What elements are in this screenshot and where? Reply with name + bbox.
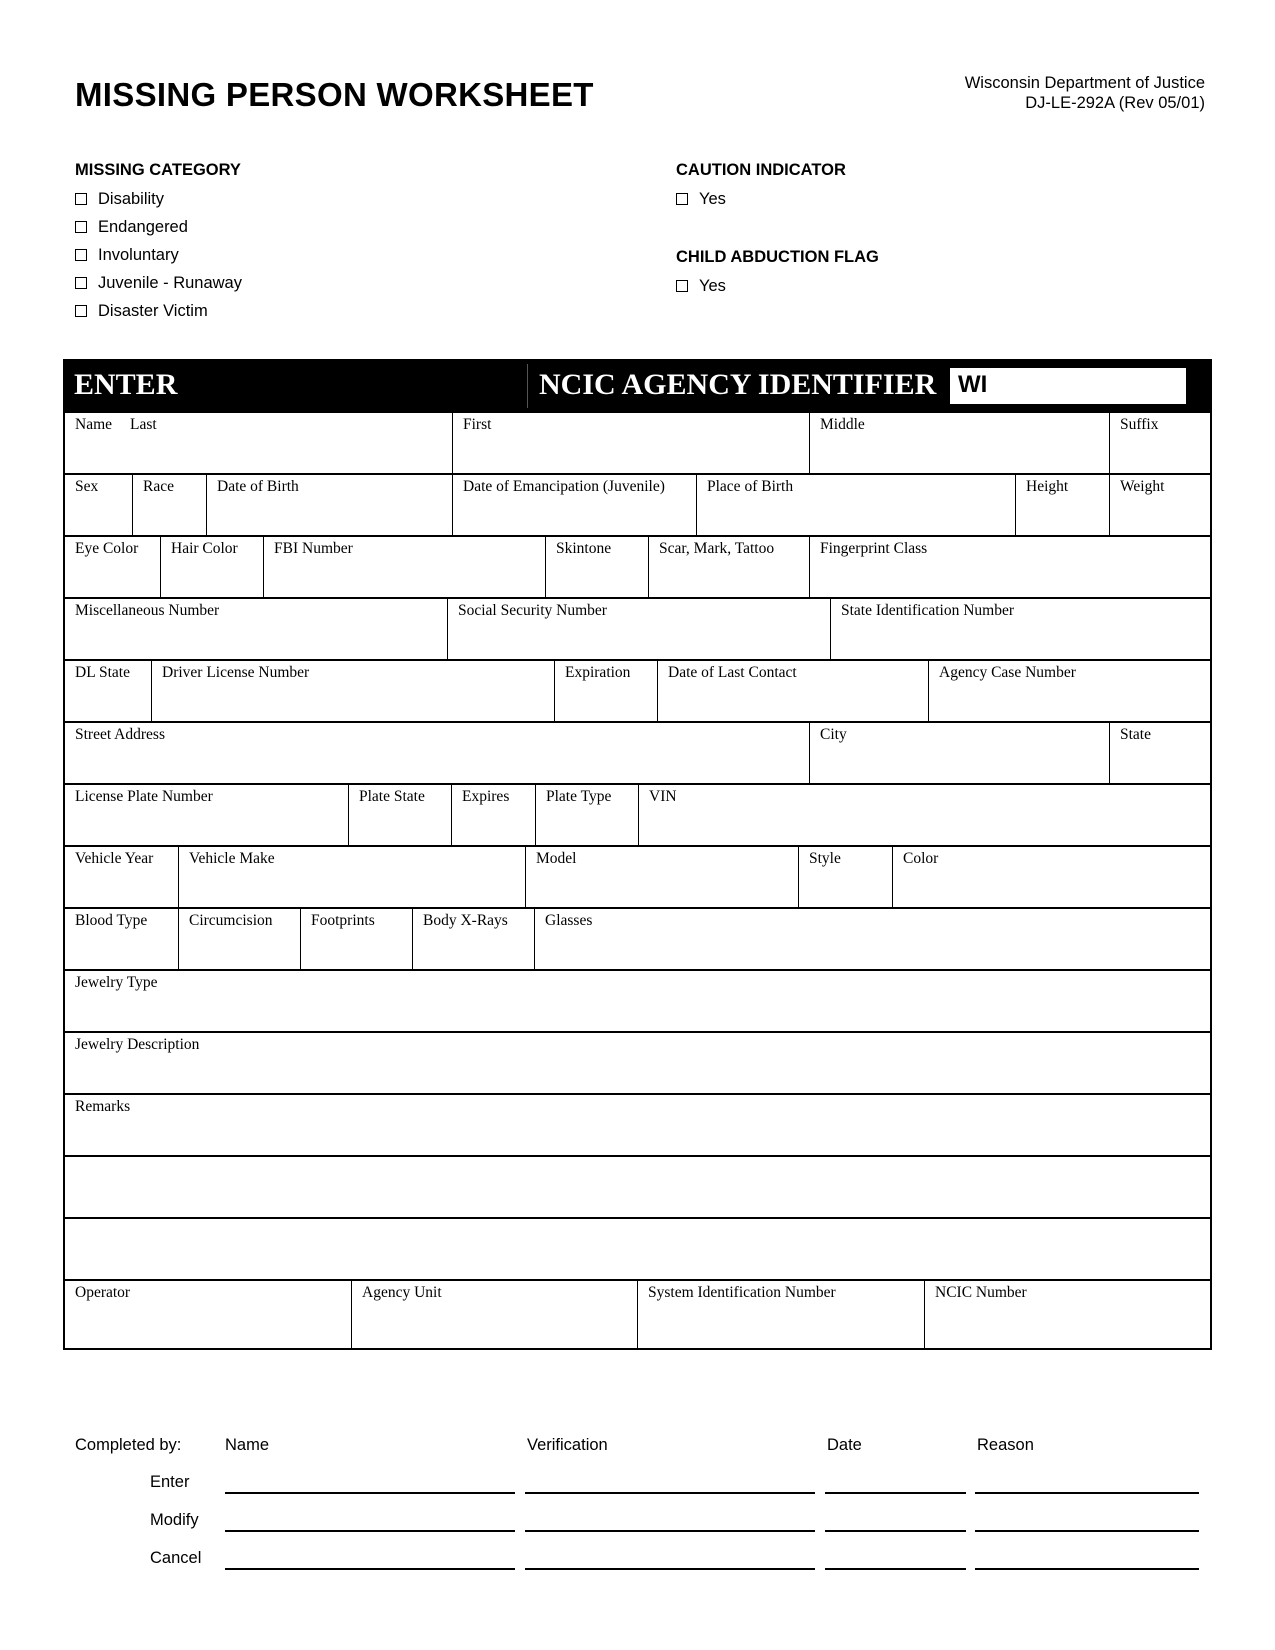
enter-date-line[interactable] <box>825 1492 966 1494</box>
vehicle-model-field[interactable] <box>525 847 798 907</box>
cancel-date-line[interactable] <box>825 1568 966 1570</box>
page-title: MISSING PERSON WORKSHEET <box>75 76 594 113</box>
row-vehicle <box>65 845 1210 907</box>
field-label: Weight <box>1120 478 1165 495</box>
cancel-verification-line[interactable] <box>525 1568 815 1570</box>
option-juvenile-runaway[interactable] <box>75 273 242 293</box>
field-label: Vehicle Year <box>75 850 154 867</box>
field-label: Date of Last Contact <box>668 664 797 681</box>
field-label: Style <box>809 850 841 867</box>
field-label: Model <box>536 850 577 867</box>
skintone-field[interactable] <box>545 537 648 597</box>
child-abduction-yes[interactable] <box>676 276 726 296</box>
row-address <box>65 721 1210 783</box>
row-plate <box>65 783 1210 845</box>
emancipation-field[interactable] <box>452 475 696 535</box>
field-label: State Identification Number <box>841 602 1015 619</box>
modify-name-line[interactable] <box>225 1530 515 1532</box>
remarks-line-3[interactable] <box>65 1219 1212 1279</box>
option-label: Disability <box>98 189 165 208</box>
field-label: Name <box>75 416 113 433</box>
option-label: Juvenile - Runaway <box>98 273 242 292</box>
first-name-field[interactable] <box>452 413 809 473</box>
agency-name: Wisconsin Department of Justice <box>964 74 1205 92</box>
entry-form <box>63 359 1212 1350</box>
body-xrays-field[interactable] <box>412 909 534 969</box>
checkbox[interactable] <box>75 249 87 261</box>
checkbox[interactable] <box>75 277 87 289</box>
row-jewelry-type <box>65 969 1210 1031</box>
race-field[interactable] <box>132 475 206 535</box>
jewelry-type-field[interactable] <box>65 971 1212 1031</box>
field-label: Glasses <box>545 912 593 929</box>
field-label: NCIC Number <box>935 1284 1027 1301</box>
field-label: Plate State <box>359 788 425 805</box>
option-label: Involuntary <box>98 245 179 264</box>
row-operator <box>65 1279 1210 1348</box>
remarks-field[interactable] <box>65 1095 1212 1155</box>
blood-type-field[interactable] <box>65 909 178 969</box>
modify-verification-line[interactable] <box>525 1530 815 1532</box>
field-label: Eye Color <box>75 540 139 557</box>
missing-category-options <box>75 189 242 321</box>
caution-yes[interactable] <box>676 189 726 209</box>
option-label: Yes <box>699 189 726 208</box>
middle-name-field[interactable] <box>809 413 1109 473</box>
field-label: Vehicle Make <box>189 850 275 867</box>
field-label: Operator <box>75 1284 131 1301</box>
ssn-field[interactable] <box>447 599 830 659</box>
field-label: Sex <box>75 478 99 495</box>
field-label: Expires <box>462 788 510 805</box>
row-physical <box>65 535 1210 597</box>
field-label: License Plate Number <box>75 788 213 805</box>
field-label: FBI Number <box>274 540 353 557</box>
license-plate-field[interactable] <box>65 785 348 845</box>
hair-color-field[interactable] <box>160 537 263 597</box>
cancel-name-line[interactable] <box>225 1568 515 1570</box>
field-label: Suffix <box>1120 416 1159 433</box>
enter-verification-line[interactable] <box>525 1492 815 1494</box>
checkbox[interactable] <box>75 305 87 317</box>
caution-indicator-label: CAUTION INDICATOR <box>676 161 846 179</box>
circumcision-field[interactable] <box>178 909 300 969</box>
ncic-agency-field[interactable]: WI <box>950 368 1186 404</box>
footprints-field[interactable] <box>300 909 412 969</box>
vehicle-make-field[interactable] <box>178 847 525 907</box>
last-contact-field[interactable] <box>657 661 928 721</box>
field-label: First <box>463 416 492 433</box>
field-label: Plate Type <box>546 788 612 805</box>
field-label: Jewelry Description <box>75 1036 200 1053</box>
enter-heading: ENTER <box>74 368 178 401</box>
field-label: Blood Type <box>75 912 148 929</box>
system-id-field[interactable] <box>637 1281 924 1348</box>
checkbox[interactable] <box>75 221 87 233</box>
plate-type-field[interactable] <box>535 785 638 845</box>
checkbox[interactable] <box>676 193 688 205</box>
field-label: Race <box>143 478 174 495</box>
field-label: Scar, Mark, Tattoo <box>659 540 775 557</box>
field-label: Hair Color <box>171 540 238 557</box>
option-label: Disaster Victim <box>98 301 208 320</box>
field-label: Date of Birth <box>217 478 299 495</box>
row-descriptors <box>65 473 1210 535</box>
row-license <box>65 659 1210 721</box>
field-label: Social Security Number <box>458 602 607 619</box>
row-cancel-label: Cancel <box>150 1549 202 1567</box>
completed-by-label: Completed by: <box>75 1436 182 1454</box>
field-label: Fingerprint Class <box>820 540 928 557</box>
sex-field[interactable] <box>65 475 132 535</box>
modify-date-line[interactable] <box>825 1530 966 1532</box>
scar-mark-tattoo-field[interactable] <box>648 537 809 597</box>
col-reason: Reason <box>977 1436 1034 1454</box>
place-of-birth-field[interactable] <box>696 475 1015 535</box>
missing-category-label: MISSING CATEGORY <box>75 161 241 179</box>
col-date: Date <box>827 1436 862 1454</box>
checkbox[interactable] <box>75 193 87 205</box>
row-remarks <box>65 1093 1210 1155</box>
option-label: Endangered <box>98 217 188 236</box>
field-label: Street Address <box>75 726 165 743</box>
row-modify-label: Modify <box>150 1511 199 1529</box>
field-label: System Identification Number <box>648 1284 836 1301</box>
expiration-field[interactable] <box>554 661 657 721</box>
row-remarks-cont-2 <box>65 1217 1210 1279</box>
field-label: Color <box>903 850 939 867</box>
agency-info <box>965 73 1205 113</box>
ncic-number-field[interactable] <box>924 1281 1212 1348</box>
field-label: Body X-Rays <box>423 912 508 929</box>
agency-case-number-field[interactable] <box>928 661 1212 721</box>
form-number: DJ-LE-292A (Rev 05/01) <box>1025 94 1205 112</box>
ncic-agency-heading: NCIC AGENCY IDENTIFIER <box>539 368 937 401</box>
state-id-field[interactable] <box>830 599 1212 659</box>
field-label: Middle <box>820 416 865 433</box>
option-disaster-victim[interactable] <box>75 301 242 321</box>
agency-unit-field[interactable] <box>351 1281 637 1348</box>
field-label: Expiration <box>565 664 631 681</box>
field-label: Agency Unit <box>362 1284 442 1301</box>
vehicle-year-field[interactable] <box>65 847 178 907</box>
field-label: Last <box>130 416 157 433</box>
city-field[interactable] <box>809 723 1109 783</box>
field-label: Skintone <box>556 540 612 557</box>
plate-expires-field[interactable] <box>451 785 535 845</box>
field-label: Jewelry Type <box>75 974 158 991</box>
plate-state-field[interactable] <box>348 785 451 845</box>
modify-reason-line[interactable] <box>975 1530 1199 1532</box>
option-disability[interactable] <box>75 189 242 209</box>
field-label: DL State <box>75 664 130 681</box>
option-involuntary[interactable] <box>75 245 242 265</box>
misc-number-field[interactable] <box>65 599 447 659</box>
field-label: Remarks <box>75 1098 131 1115</box>
form-header-band <box>65 361 1210 411</box>
glasses-field[interactable] <box>534 909 1212 969</box>
band-divider <box>527 364 528 408</box>
cancel-reason-line[interactable] <box>975 1568 1199 1570</box>
dl-state-field[interactable] <box>65 661 151 721</box>
field-label: Date of Emancipation (Juvenile) <box>463 478 665 495</box>
jewelry-description-field[interactable] <box>65 1033 1212 1093</box>
field-label: Height <box>1026 478 1069 495</box>
remarks-line-2[interactable] <box>65 1157 1212 1217</box>
fingerprint-class-field[interactable] <box>809 537 1212 597</box>
field-label: Place of Birth <box>707 478 794 495</box>
street-address-field[interactable] <box>65 723 809 783</box>
field-label: State <box>1120 726 1151 743</box>
field-label: Agency Case Number <box>939 664 1076 681</box>
dl-number-field[interactable] <box>151 661 554 721</box>
state-field[interactable] <box>1109 723 1212 783</box>
vehicle-color-field[interactable] <box>892 847 1212 907</box>
row-remarks-cont-1 <box>65 1155 1210 1217</box>
vin-field[interactable] <box>638 785 1212 845</box>
field-label: Miscellaneous Number <box>75 602 220 619</box>
enter-name-line[interactable] <box>225 1492 515 1494</box>
suffix-field[interactable] <box>1109 413 1212 473</box>
height-field[interactable] <box>1015 475 1109 535</box>
row-identifiers <box>65 597 1210 659</box>
weight-field[interactable] <box>1109 475 1212 535</box>
checkbox[interactable] <box>676 280 688 292</box>
field-label: Driver License Number <box>162 664 310 681</box>
field-label: Footprints <box>311 912 375 929</box>
fbi-number-field[interactable] <box>263 537 545 597</box>
operator-field[interactable] <box>65 1281 351 1348</box>
child-abduction-label: CHILD ABDUCTION FLAG <box>676 248 879 266</box>
vehicle-style-field[interactable] <box>798 847 892 907</box>
field-label: City <box>820 726 847 743</box>
row-medical <box>65 907 1210 969</box>
option-label: Yes <box>699 276 726 295</box>
row-jewelry-desc <box>65 1031 1210 1093</box>
col-name: Name <box>225 1436 270 1454</box>
row-enter-label: Enter <box>150 1473 190 1491</box>
row-name <box>65 411 1210 473</box>
eye-color-field[interactable] <box>65 537 160 597</box>
option-endangered[interactable] <box>75 217 242 237</box>
dob-field[interactable] <box>206 475 452 535</box>
col-verification: Verification <box>527 1436 608 1454</box>
field-label: VIN <box>649 788 677 805</box>
enter-reason-line[interactable] <box>975 1492 1199 1494</box>
name-last-field[interactable] <box>65 413 452 473</box>
field-label: Circumcision <box>189 912 273 929</box>
